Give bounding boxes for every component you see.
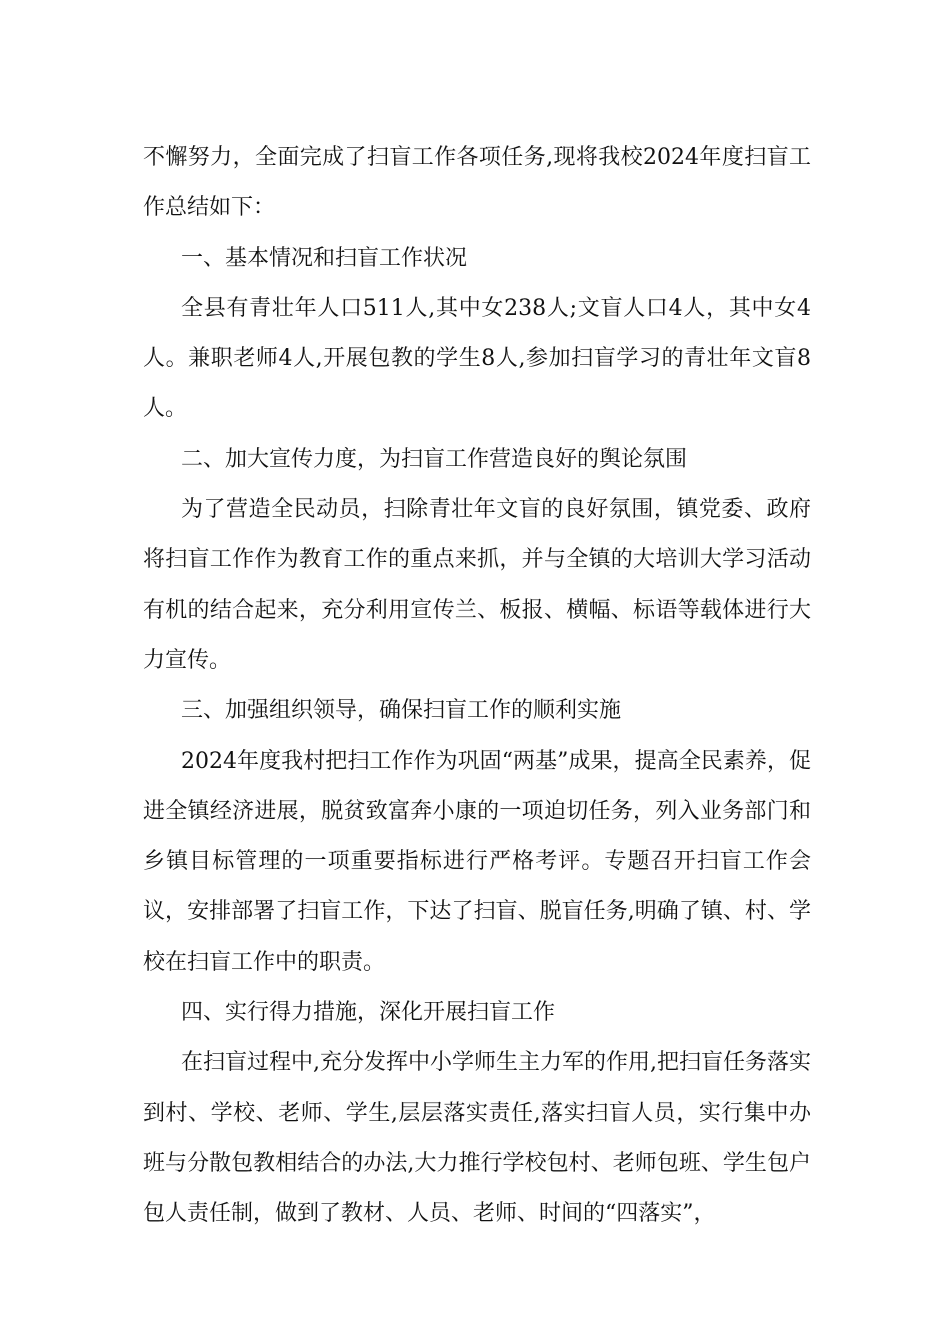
paragraph-intro-continued: 不懈努力，全面完成了扫盲工作各项任务,现将我校2024年度扫盲工作总结如下： (143, 145, 811, 221)
paragraph-measures: 在扫盲过程中,充分发挥中小学师生主力军的作用,把扫盲任务落实到村、学校、老师、学生,层层落实责任,落实扫盲人员，实行集中办班与分散包教相结合的办法,大力推行学校包村、老师包班、学生包户包人责任制，做到了教材、人员、老师、时间的“四落实”， (143, 1050, 811, 1227)
paragraph-publicity: 为了营造全民动员，扫除青壮年文盲的良好氛围，镇党委、政府将扫盲工作作为教育工作的重点来抓，并与全镇的大培训大学习活动有机的结合起来，充分利用宣传兰、板报、横幅、标语等载体进行大力宣传。 (143, 497, 811, 673)
section-heading-measures: 四、实行得力措施，深化开展扫盲工作 (181, 1000, 556, 1026)
section-heading-publicity: 二、加大宣传力度，为扫盲工作营造良好的舆论氛围 (181, 446, 688, 472)
section-heading-basic-situation: 一、基本情况和扫盲工作状况 (181, 245, 468, 271)
paragraph-population-stats: 全县有青壮年人口511人,其中女238人;文盲人口4人，其中女4人。兼职老师4人,开展包教的学生8人,参加扫盲学习的青壮年文盲8人。 (143, 295, 811, 422)
paragraph-organization: 2024年度我村把扫工作作为巩固“两基”成果，提高全民素养，促进全镇经济进展，脱贫致富奔小康的一项迫切任务，列入业务部门和乡镇目标管理的一项重要指标进行严格考评。专题召开扫盲工作会议，安排部署了扫盲工作，下达了扫盲、脱盲任务,明确了镇、村、学校在扫盲工作中的职责。 (143, 748, 811, 975)
section-heading-organization: 三、加强组织领导，确保扫盲工作的顺利实施 (181, 698, 622, 724)
document-body (143, 133, 811, 1240)
